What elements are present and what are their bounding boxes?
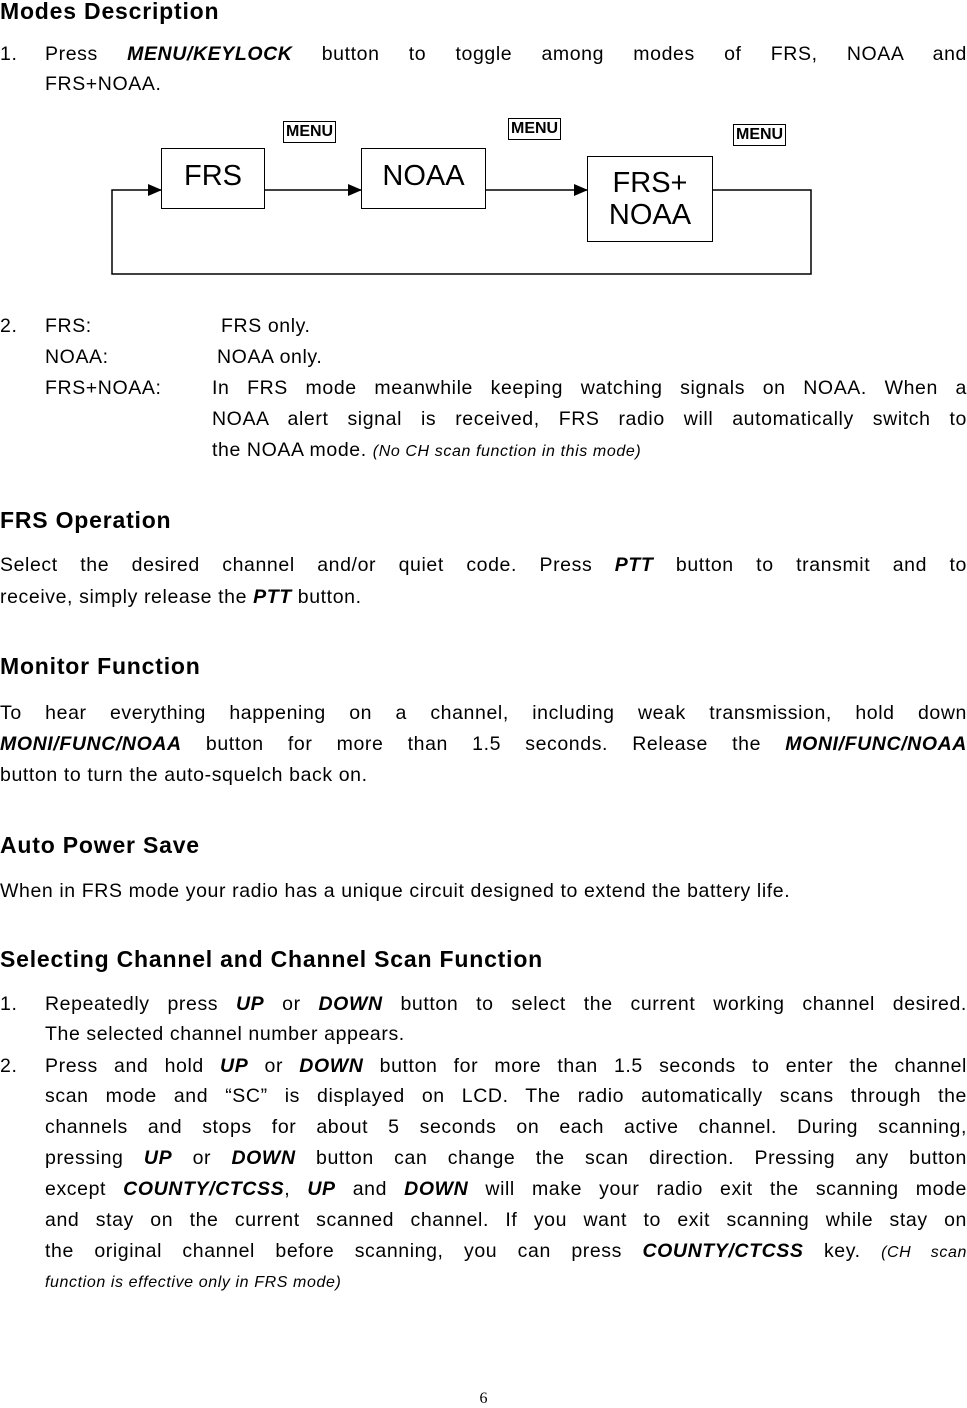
channel-item2-line1-pre: Press and hold <box>45 1055 204 1077</box>
county-ctcss-key-2: COUNTY/CTCSS <box>642 1240 804 1262</box>
frs-operation-line2 <box>0 586 362 609</box>
monitor-line2-mid: button for more than 1.5 seconds. Release the <box>205 733 762 755</box>
channel-item2-line7-pre: the original channel before scanning, you can press <box>45 1240 623 1262</box>
mode-box-noaa <box>361 148 486 209</box>
moni-func-noaa-key-2: MONI/FUNC/NOAA <box>785 733 967 755</box>
channel-item2-line5-and: and <box>352 1178 388 1200</box>
channel-item2-line6: and stay on the current scanned channel. If you want to exit scanning while stay on <box>45 1209 967 1231</box>
channel-item2-line4-post: button can change the scan direction. Pressing any button <box>316 1147 967 1169</box>
down-key-4: DOWN <box>404 1178 469 1200</box>
modes-item2-number: 2. <box>0 315 18 337</box>
modes-item1-line2: FRS+NOAA. <box>45 73 162 95</box>
channel-item2-line1-or: or <box>264 1055 284 1077</box>
channel-item2-line4-pre: pressing <box>45 1147 124 1169</box>
frs-mode-desc: FRS only. <box>221 315 311 337</box>
noaa-mode-desc: NOAA only. <box>217 346 323 368</box>
modes-item1-post: button to toggle among modes of FRS, NOAA and <box>321 43 967 65</box>
channel-item1-post: button to select the current working channel desired. <box>400 993 967 1015</box>
monitor-line2 <box>0 733 967 756</box>
channel-item2-note-end: function is effective only in FRS mode) <box>45 1274 342 1291</box>
frs-operation-line1-post: button to transmit and to <box>675 554 967 576</box>
power-save-line1: When in FRS mode your radio has a unique circuit designed to extend the battery life. <box>0 880 791 902</box>
channel-item2-number: 2. <box>0 1055 18 1077</box>
monitor-heading: Monitor Function <box>0 653 201 679</box>
power-save-heading: Auto Power Save <box>0 832 200 858</box>
channel-item1-or: or <box>282 993 301 1015</box>
frs-operation-line1 <box>0 554 967 577</box>
channel-item2-line7 <box>45 1240 967 1263</box>
channel-item2-line4 <box>45 1147 967 1170</box>
frs-operation-line2-pre: receive, simply release the <box>0 586 248 608</box>
channel-item1-line2: The selected channel number appears. <box>45 1023 405 1045</box>
mode-box-frs-noaa-line1: FRS+ <box>612 167 688 199</box>
channel-item1-pre: Repeatedly press <box>45 993 219 1015</box>
mode-cycle-diagram <box>0 0 967 290</box>
frs-mode-label: FRS: <box>45 315 92 337</box>
down-key-2: DOWN <box>299 1055 364 1077</box>
mode-box-frs-label: FRS <box>184 160 242 192</box>
up-key-4: UP <box>307 1178 336 1200</box>
channel-item2-line7-post: key. <box>823 1240 861 1262</box>
page-number: 6 <box>479 1390 488 1407</box>
ptt-key-2: PTT <box>253 586 292 608</box>
channel-item1-number: 1. <box>0 993 18 1015</box>
channel-item2-line1 <box>45 1055 967 1078</box>
county-ctcss-key-text: COUNTY/CTCSS <box>123 1178 285 1200</box>
channel-item2-line5 <box>45 1178 967 1201</box>
modes-item1-pre: Press <box>45 43 98 65</box>
up-key: UP <box>236 993 265 1015</box>
county-ctcss-key <box>123 1178 290 1200</box>
channel-item1-line1 <box>45 993 967 1016</box>
menu-label-2: MENU <box>508 118 561 140</box>
frs-operation-line2-post: button. <box>297 586 362 608</box>
monitor-line3: button to turn the auto-squelch back on. <box>0 764 368 786</box>
ptt-key: PTT <box>614 554 654 576</box>
channel-item2-line4-or: or <box>192 1147 212 1169</box>
up-key-2: UP <box>220 1055 249 1077</box>
mode-box-noaa-label: NOAA <box>382 160 465 192</box>
frs-operation-heading: FRS Operation <box>0 507 172 533</box>
menu-label-1: MENU <box>283 121 336 143</box>
moni-func-noaa-key: MONI/FUNC/NOAA <box>0 733 182 755</box>
frs-noaa-desc-line3-text: the NOAA mode. <box>212 439 367 461</box>
channel-item2-line5-post: will make your radio exit the scanning mode <box>485 1178 967 1200</box>
monitor-line1: To hear everything happening on a channel, including weak transmission, hold down <box>0 702 967 724</box>
frs-noaa-desc-line3 <box>212 439 641 462</box>
frs-noaa-desc-line2: NOAA alert signal is received, FRS radio will automatically switch to <box>212 408 967 430</box>
menu-keylock-key: MENU/KEYLOCK <box>127 43 293 65</box>
menu-label-3: MENU <box>733 124 786 146</box>
channel-item2-line2: scan mode and “SC” is displayed on LCD. The radio automatically scans through the <box>45 1085 967 1107</box>
frs-noaa-desc-line1: In FRS mode meanwhile keeping watching signals on NOAA. When a <box>212 377 967 399</box>
channel-item2-line5-pre: except <box>45 1178 107 1200</box>
frs-noaa-note: (No CH scan function in this mode) <box>372 443 642 460</box>
channel-item2-line1-post: button for more than 1.5 seconds to enter the channel <box>379 1055 967 1077</box>
modes-item1-number: 1. <box>0 43 18 65</box>
noaa-mode-label: NOAA: <box>45 346 109 368</box>
frs-operation-line1-pre: Select the desired channel and/or quiet code. Press <box>0 554 593 576</box>
frs-noaa-mode-label: FRS+NOAA: <box>45 377 162 399</box>
channel-item2-line3: channels and stops for about 5 seconds on each active channel. During scanning, <box>45 1116 967 1138</box>
channel-item2-note-start: (CH scan <box>881 1244 967 1261</box>
up-key-3: UP <box>143 1147 173 1169</box>
mode-box-frs-noaa <box>587 156 713 242</box>
mode-box-frs-noaa-line2: NOAA <box>608 199 692 231</box>
modes-heading: Modes Description <box>0 0 220 24</box>
channel-item2-line8 <box>45 1270 341 1293</box>
channel-heading: Selecting Channel and Channel Scan Function <box>0 946 544 972</box>
mode-box-frs <box>161 148 265 209</box>
down-key: DOWN <box>318 993 383 1015</box>
down-key-3: DOWN <box>231 1147 296 1169</box>
channel-item2-line5-comma: , <box>284 1178 291 1200</box>
